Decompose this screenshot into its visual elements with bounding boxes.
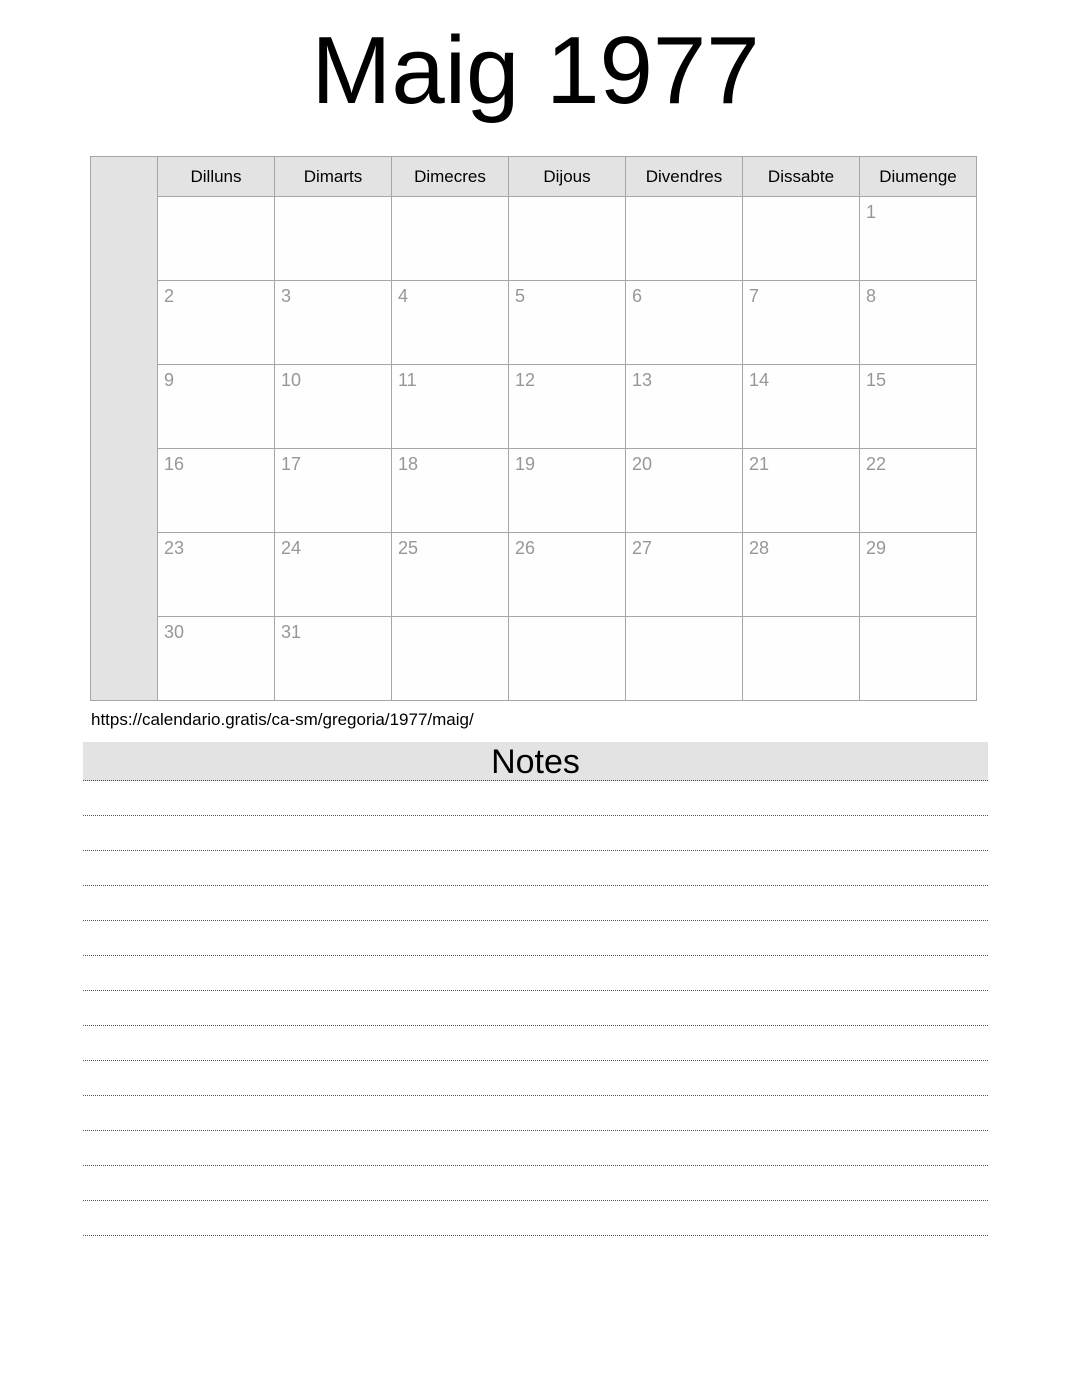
calendar-day-cell: 3: [275, 281, 392, 365]
calendar-day-cell: 11: [392, 365, 509, 449]
calendar-day-cell: 21: [743, 449, 860, 533]
week-row-5: [91, 533, 977, 617]
week-row-6: [91, 617, 977, 701]
weekday-header-divendres: Divendres: [626, 157, 743, 197]
calendar-day-cell: 27: [626, 533, 743, 617]
calendar-day-cell: 8: [860, 281, 977, 365]
calendar-day-cell: [743, 617, 860, 701]
calendar-day-cell: 23: [158, 533, 275, 617]
notes-line: [83, 1026, 988, 1061]
weekday-header-diumenge: Diumenge: [860, 157, 977, 197]
notes-section: [83, 742, 988, 1236]
calendar-day-cell: 16: [158, 449, 275, 533]
calendar-day-cell: 12: [509, 365, 626, 449]
weekday-header-row: [91, 157, 977, 197]
weekday-header-dijous: Dijous: [509, 157, 626, 197]
week-row-3: [91, 365, 977, 449]
notes-line: [83, 921, 988, 956]
calendar-day-cell: 19: [509, 449, 626, 533]
calendar-day-cell: [626, 617, 743, 701]
notes-line: [83, 781, 988, 816]
calendar-day-cell: 13: [626, 365, 743, 449]
calendar-day-cell: [509, 197, 626, 281]
calendar-day-cell: [275, 197, 392, 281]
notes-line: [83, 1166, 988, 1201]
weekday-header-dimecres: Dimecres: [392, 157, 509, 197]
notes-line: [83, 1096, 988, 1131]
calendar-day-cell: 2: [158, 281, 275, 365]
calendar-day-cell: [392, 617, 509, 701]
calendar-day-cell: 30: [158, 617, 275, 701]
calendar-day-cell: 4: [392, 281, 509, 365]
notes-header: [83, 742, 988, 781]
calendar-day-cell: 29: [860, 533, 977, 617]
notes-line: [83, 886, 988, 921]
calendar-day-cell: 14: [743, 365, 860, 449]
calendar-day-cell: [860, 617, 977, 701]
calendar-day-cell: 1: [860, 197, 977, 281]
notes-line: [83, 1131, 988, 1166]
calendar-day-cell: 18: [392, 449, 509, 533]
week-row-2: [91, 281, 977, 365]
calendar-day-cell: 7: [743, 281, 860, 365]
calendar-day-cell: [509, 617, 626, 701]
notes-line: [83, 956, 988, 991]
calendar-day-cell: 6: [626, 281, 743, 365]
calendar-day-cell: 17: [275, 449, 392, 533]
side-column: [91, 157, 158, 701]
calendar-day-cell: 24: [275, 533, 392, 617]
notes-title: Notes: [491, 743, 580, 781]
weekday-header-dimarts: Dimarts: [275, 157, 392, 197]
page-title: Maig 1977: [311, 17, 760, 124]
calendar-day-cell: 25: [392, 533, 509, 617]
weekday-header-dilluns: Dilluns: [158, 157, 275, 197]
week-row-1: [91, 197, 977, 281]
calendar-day-cell: 22: [860, 449, 977, 533]
calendar-day-cell: 31: [275, 617, 392, 701]
notes-line: [83, 991, 988, 1026]
notes-line: [83, 1201, 988, 1236]
page-url: https://calendario.gratis/ca-sm/gregoria/1977/maig/: [91, 710, 474, 729]
weekday-header-dissabte: Dissabte: [743, 157, 860, 197]
calendar-day-cell: 10: [275, 365, 392, 449]
calendar-day-cell: 26: [509, 533, 626, 617]
notes-line: [83, 1061, 988, 1096]
calendar-day-cell: [743, 197, 860, 281]
calendar-day-cell: [626, 197, 743, 281]
calendar-day-cell: 28: [743, 533, 860, 617]
notes-line: [83, 851, 988, 886]
notes-lines: [83, 781, 988, 1236]
calendar-day-cell: 9: [158, 365, 275, 449]
calendar-day-cell: [158, 197, 275, 281]
calendar-day-cell: 15: [860, 365, 977, 449]
calendar-table: [90, 156, 977, 701]
calendar-day-cell: 5: [509, 281, 626, 365]
calendar-day-cell: 20: [626, 449, 743, 533]
calendar-day-cell: [392, 197, 509, 281]
notes-line: [83, 816, 988, 851]
week-row-4: [91, 449, 977, 533]
